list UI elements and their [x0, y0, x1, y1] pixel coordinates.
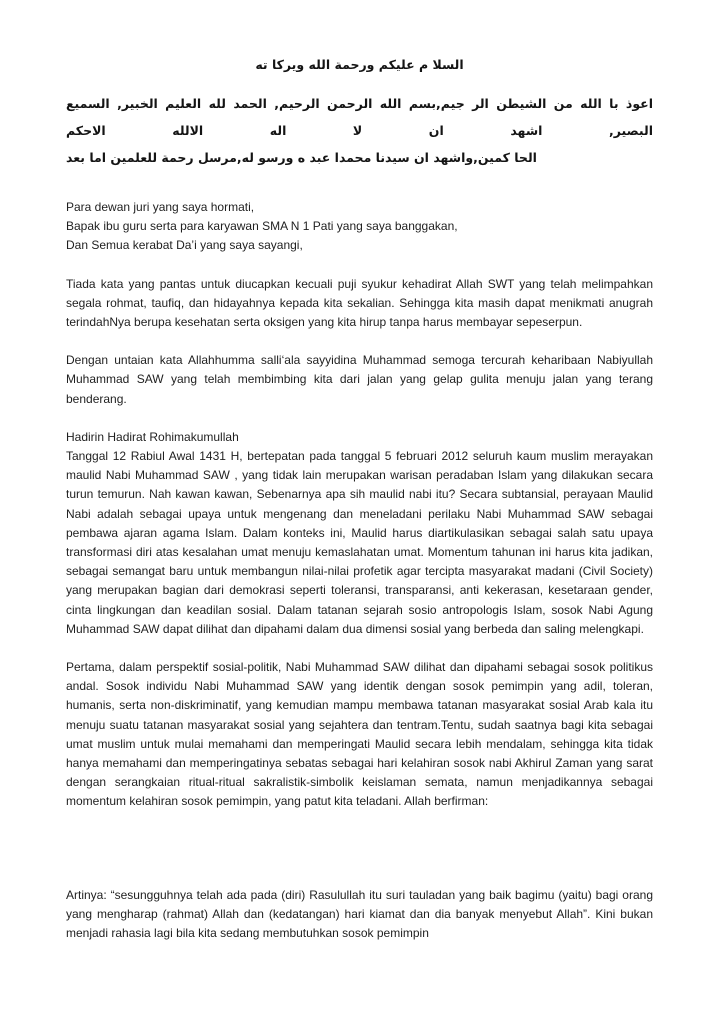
heading-hadirin: Hadirin Hadirat Rohimakumullah [66, 429, 239, 444]
paragraph-artinya: Artinya: “sesungguhnya telah ada pada (diri) Rasulullah itu suri tauladan yang baik bagimu (yaitu) bagi orang yang mengharap (rahmat) Allah dan (kedatangan) hari kiamat dan dia banyak menyebut Allah”. Kini bukan menjadi rahasia lagi bila kita sedang membutuhkan sosok pemimpin [66, 887, 653, 941]
greeting-line-juri: Para dewan juri yang saya hormati, [66, 200, 255, 214]
paragraph-salawat: Dengan untaian kata Allahhumma salli‘ala sayyidina Muhammad semoga tercurah keharibaan Nabiyullah Muhammad SAW yang telah membimbing kita dari jalan yang gelap gulita menuju jalan yang terang benderang. [66, 353, 653, 406]
paragraph-gratitude: Tiada kata yang pantas untuk diucapkan kecuali puji syukur kehadirat Allah SWT yang telah melimpahkan segala rohmat, taufiq, dan hidayahnya kepada kita sekalian. Sehingga kita masih dapat menikmati anugrah terindahNya berupa kesehatan serta oksigen yang kita hirup tanpa harus membayar sepeserpun. [66, 276, 653, 330]
arabic-taawudz-basmalah-line: اعوذ با الله من الشيطن الر جيم,بسم الله الرحمن الرحيم, الحمد لله العليم الخبير, السميع البصير, اشهد ان لا اله الالله الاحكم [66, 96, 653, 138]
arabic-salam-line: السلا م عليكم ورحمة الله ويركا ته [255, 57, 464, 72]
arabic-shahada-line: الحا كمين,واشهد ان سيدنا محمدا عبد ه ورسو له,مرسل رحمة للعلمين اما بعد [66, 150, 537, 165]
greeting-line-guru: Bapak ibu guru serta para karyawan SMA N 1 Pati yang saya banggakan, [66, 219, 458, 234]
quran-verse-blank-space [66, 812, 653, 886]
greetings-block [66, 198, 653, 256]
paragraph-maulid: Tanggal 12 Rabiul Awal 1431 H, bertepatan pada tanggal 5 februari 2012 seluruh kaum muslim merayakan maulid Nabi Muhammad SAW , yang tidak lain merupakan warisan peradaban Islam yang dilakukan secara turun temurun. Nah kawan kawan, Sebenarnya apa sih maulid nabi itu? Secara subtansial, perayaan Maulid Nabi adalah sebagai upaya untuk mengenang dan meneladani perilaku Nabi Muhammad SAW sebagai pembawa ajaran agama Islam. Dalam konteks ini, Maulid harus diartikulasikan sebagai salah satu upaya transformasi diri atas kesalahan umat menuju kemaslahatan umat. Momentum tahunan ini harus kita jadikan, sebagai semangat baru untuk membangun nilai-nilai profetik agar tercipta masyarakat madani (Civil Society) yang merupakan bagian dari demokrasi seperti toleransi, transparansi, anti kekerasan, kesetaraan gender, cinta lingkungan dan keadilan sosial. Dalam tatanan sejarah sosio antropologis Islam, sosok Nabi Agung Muhammad SAW dapat dilihat dan dipahami dalam dua dimensi sosial yang berbeda dan saling melengkapi. [66, 449, 653, 636]
paragraph-pertama: Pertama, dalam perspektif sosial-politik, Nabi Muhammad SAW dilihat dan dipahami sebagai sosok politikus andal. Sosok individu Nabi Muhammad SAW yang identik dengan sosok pemimpin yang adil, toleran, humanis, serta non-diskriminatif, yang kemudian mampu membawa tatanan masyarakat sosial Arab kala itu menuju suatu tatanan masyarakat sosial yang sejahtera dan tentram.Tentu, sudah saatnya bagi kita sebagai umat muslim untuk mulai memahami dan memperingati Maulid secara lebih mendalam, sehingga kita tidak hanya memahami dan memperingatinya sebatas sebagai hari kelahiran sosok nabi Akhirul Zaman yang sarat dengan serangkaian ritual-ritual sakralistik-simbolik keislaman semata, namun menjadikannya sebagai momentum kelahiran sosok pemimpin, yang patut kita teladani. Allah berfirman: [66, 660, 653, 809]
greeting-line-kerabat: Dan Semua kerabat Da’i yang saya sayangi, [66, 238, 303, 253]
